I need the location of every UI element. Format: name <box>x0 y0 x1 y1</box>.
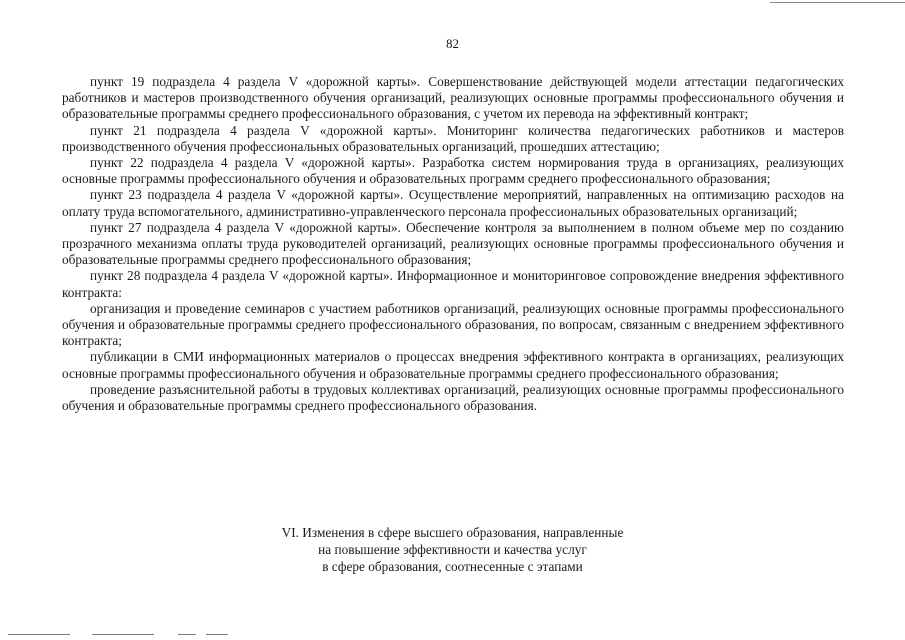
section-heading <box>0 525 905 575</box>
section-heading-line: в сфере образования, соотнесенные с этапами <box>322 558 583 574</box>
section-heading-line: VI. Изменения в сфере высшего образования, направленные <box>281 525 624 540</box>
paragraph-item-28: пункт 28 подраздела 4 раздела V «дорожной карты». Информационное и мониторинговое сопровождение внедрения эффективного контракта: <box>62 268 844 300</box>
page-number: 82 <box>446 36 459 51</box>
top-edge-rule <box>770 2 905 3</box>
paragraph-explanatory-work: проведение разъяснительной работы в трудовых коллективах организаций, реализующих основные программы профессионального обучения и образовательные программы среднего профессионального образования. <box>62 381 844 414</box>
scan-mark <box>206 634 228 635</box>
scan-mark <box>178 634 196 635</box>
paragraph-item-23: пункт 23 подраздела 4 раздела V «дорожной карты». Осуществление мероприятий, направленных на оптимизацию расходов на оплату труда вспомогательного, административно-управленческого персонала профессиональных образовательных организаций; <box>62 187 844 219</box>
scan-mark <box>92 634 154 635</box>
section-heading-line: на повышение эффективности и качества услуг <box>318 541 587 557</box>
paragraph-media-publications: публикации в СМИ информационных материалов о процессах внедрения эффективного контракта в организациях, реализующих основные программы профессионального обучения и образовательные программы среднего профессионального образования; <box>62 349 844 381</box>
paragraph-item-22: пункт 22 подраздела 4 раздела V «дорожной карты». Разработка систем нормирования труда в организациях, реализующих основные программы профессионального обучения и образовательных программ среднего профессионального образования; <box>62 155 844 187</box>
paragraph-seminars: организация и проведение семинаров с участием работников организаций, реализующих основные программы профессионального обучения и образовательные программы среднего профессионального образования, по вопросам, связанным с внедрением эффективного контракта; <box>62 300 844 349</box>
paragraph-item-21: пункт 21 подраздела 4 раздела V «дорожной карты». Мониторинг количества педагогических работников и мастеров производственного обучения профессиональных образовательных организаций, прошедших аттестацию; <box>62 122 844 154</box>
paragraph-item-27: пункт 27 подраздела 4 раздела V «дорожной карты». Обеспечение контроля за выполнением в полном объеме мер по созданию прозрачного механизма оплаты труда руководителей организаций, реализующих основные программы профессионального обучения и образовательные программы среднего профессионального образования; <box>62 219 844 268</box>
scan-mark <box>8 634 70 635</box>
bottom-scan-marks <box>0 634 905 638</box>
paragraph-item-19: пункт 19 подраздела 4 раздела V «дорожной карты». Совершенствование действующей модели аттестации педагогических работников и мастеров производственного обучения организаций, реализующих основные программы профессионального обучения и образовательные программы среднего профессионального образования, с учетом их перевода на эффективный контракт; <box>62 74 844 122</box>
body-text <box>62 74 844 414</box>
